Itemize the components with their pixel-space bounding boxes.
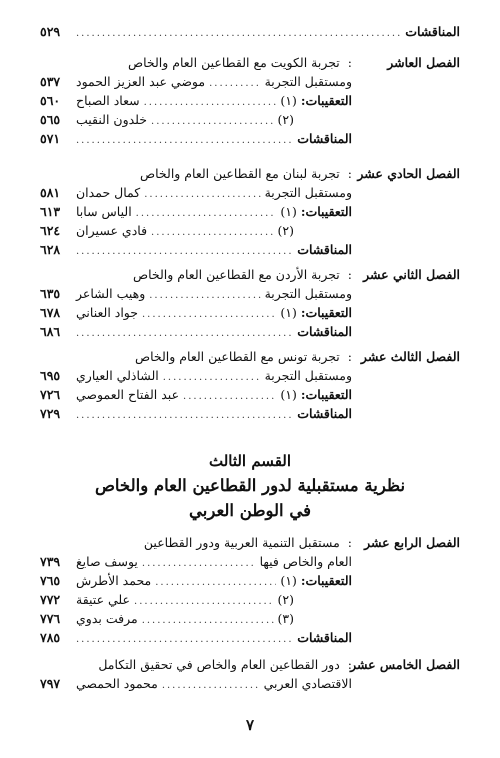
page-ref: ٧٧٢ — [40, 592, 61, 607]
page-ref: ٧٧٦ — [40, 611, 61, 626]
author-name: يوسف صايغ — [76, 554, 138, 569]
page-ref: ٧٦٥ — [40, 573, 61, 588]
discussion-label: المناقشات — [297, 630, 352, 645]
leader-dots — [76, 324, 293, 343]
chapter-label: الفصل الثاني عشر — [363, 267, 460, 282]
page-ref: ٦٧٨ — [40, 305, 61, 320]
toc-entry-discussion — [40, 240, 352, 259]
page-ref: ٥٨١ — [40, 185, 61, 200]
chapter-title: : تجربة تونس مع القطاعين العام والخاص — [40, 347, 352, 366]
discussion-label: المناقشات — [297, 131, 352, 146]
chapter-label: الفصل الثالث عشر — [360, 349, 460, 364]
chapter-title: : تجربة الأردن مع القطاعين العام والخاص — [40, 265, 352, 284]
toc-entry-main — [40, 72, 352, 91]
part-title-line2: في الوطن العربي — [189, 501, 311, 520]
toc-entry-discussion — [40, 129, 352, 148]
discussion-label: المناقشات — [297, 242, 352, 257]
author-name: جواد العناني — [76, 305, 138, 320]
page-ref: ٦١٣ — [40, 204, 61, 219]
comment-number: (١) — [280, 204, 297, 219]
author-name: الشاذلي العياري — [76, 368, 159, 383]
toc-entry-comment — [40, 609, 352, 628]
page-ref: ٧٢٩ — [40, 406, 61, 421]
author-name: عبد الفتاح العموصي — [76, 387, 180, 402]
title-continued: ومستقبل التجربة — [264, 368, 352, 383]
leader-dots — [76, 131, 293, 150]
part-title-line1: نظرية مستقبلية لدور القطاعين العام والخاص — [94, 476, 406, 495]
page-ref: ٦٨٦ — [40, 324, 61, 339]
chapter-15 — [40, 655, 460, 693]
leader-dots — [76, 242, 293, 261]
leader-dots — [76, 630, 293, 649]
author-name: علي عتيقة — [76, 592, 131, 607]
toc-entry-discussion — [40, 628, 352, 647]
chapter-label: الفصل الخامس عشر — [350, 657, 460, 672]
chapter-label: الفصل العاشر — [387, 55, 460, 70]
chapter-12 — [40, 265, 460, 341]
chapter-11 — [40, 164, 460, 259]
chapter-14 — [40, 533, 460, 647]
title-continued: الاقتصادي العربي — [263, 676, 352, 691]
page-ref: ٧٨٥ — [40, 630, 61, 645]
discussion-label: المناقشات — [297, 406, 352, 421]
leader-dots — [76, 406, 293, 425]
discussion-label: المناقشات — [297, 324, 352, 339]
page-ref: ٥٦٠ — [40, 93, 61, 108]
leader-dots — [76, 24, 401, 43]
page-ref: ٥٦٥ — [40, 112, 61, 127]
chapter-title: : تجربة الكويت مع القطاعين العام والخاص — [40, 53, 352, 72]
title-continued: العام والخاص فيها — [259, 554, 352, 569]
page-ref: ٥٧١ — [40, 131, 61, 146]
toc-entry-comment — [40, 91, 352, 110]
author-name: الياس سابا — [76, 204, 132, 219]
page-ref: ٥٢٩ — [40, 24, 61, 39]
author-name: سعاد الصباح — [76, 93, 140, 108]
toc-entry-discussion — [40, 322, 352, 341]
comment-number: (٢) — [277, 112, 294, 127]
comment-number: (١) — [280, 93, 297, 108]
page-ref: ٧٢٦ — [40, 387, 61, 402]
chapter-label: الفصل الرابع عشر — [364, 535, 460, 550]
comment-number: (١) — [280, 387, 297, 402]
comments-label: التعقيبات: — [300, 204, 352, 219]
author-name: محمود الحمصي — [76, 676, 158, 691]
chapter-10 — [40, 53, 460, 148]
comment-number: (١) — [280, 305, 297, 320]
comment-number: (٢) — [277, 223, 294, 238]
toc-entry-comment — [40, 590, 352, 609]
comment-number: (١) — [280, 573, 297, 588]
toc-entry-comment — [40, 202, 352, 221]
chapter-13 — [40, 347, 460, 423]
toc-page — [40, 22, 460, 693]
toc-entry-comment — [40, 110, 352, 129]
comments-label: التعقيبات: — [300, 387, 352, 402]
title-continued: ومستقبل التجربة — [264, 74, 352, 89]
author-name: محمد الأطرش — [76, 573, 152, 588]
toc-entry-comment — [40, 571, 352, 590]
chapter-title: : مستقبل التنمية العربية ودور القطاعين — [40, 533, 352, 552]
author-name: وهيب الشاعر — [76, 286, 146, 301]
page-ref: ٧٣٩ — [40, 554, 61, 569]
page-ref: ٦٩٥ — [40, 368, 61, 383]
part-number: القسم الثالث — [208, 452, 292, 470]
comment-number: (٣) — [277, 611, 294, 626]
page-ref: ٦٢٤ — [40, 223, 61, 238]
leader-dots — [162, 676, 260, 695]
toc-entry-comment — [40, 385, 352, 404]
toc-entry-discussion — [40, 404, 352, 423]
author-name: كمال حمدان — [76, 185, 141, 200]
chapter-title: : تجربة لبنان مع القطاعين العام والخاص — [40, 164, 352, 183]
author-name: مرفت بدوي — [76, 611, 138, 626]
toc-entry-main — [40, 366, 352, 385]
toc-entry-comment — [40, 221, 352, 240]
page-number: ٧ — [245, 716, 255, 734]
author-name: موضي عبد العزيز الحمود — [76, 74, 206, 89]
toc-entry-discussion — [40, 22, 460, 41]
comments-label: التعقيبات: — [300, 93, 352, 108]
chapter-title: : دور القطاعين العام والخاص في تحقيق التكامل — [40, 655, 352, 674]
author-name: فادي عسيران — [76, 223, 148, 238]
chapter-label: الفصل الحادي عشر — [357, 166, 460, 181]
toc-entry-main — [40, 284, 352, 303]
toc-entry-comment — [40, 303, 352, 322]
discussion-label: المناقشات — [405, 24, 460, 39]
title-continued: ومستقبل التجربة — [264, 185, 352, 200]
page-ref: ٧٩٧ — [40, 676, 61, 691]
comments-label: التعقيبات: — [300, 305, 352, 320]
part-heading — [40, 449, 460, 523]
author-name: خلدون النقيب — [76, 112, 148, 127]
comment-number: (٢) — [277, 592, 294, 607]
toc-entry-main — [40, 183, 352, 202]
comments-label: التعقيبات: — [300, 573, 352, 588]
title-continued: ومستقبل التجربة — [264, 286, 352, 301]
toc-entry-main — [40, 552, 352, 571]
page-ref: ٦٢٨ — [40, 242, 61, 257]
page-ref: ٥٣٧ — [40, 74, 61, 89]
page-ref: ٦٣٥ — [40, 286, 61, 301]
toc-entry-main — [40, 674, 352, 693]
